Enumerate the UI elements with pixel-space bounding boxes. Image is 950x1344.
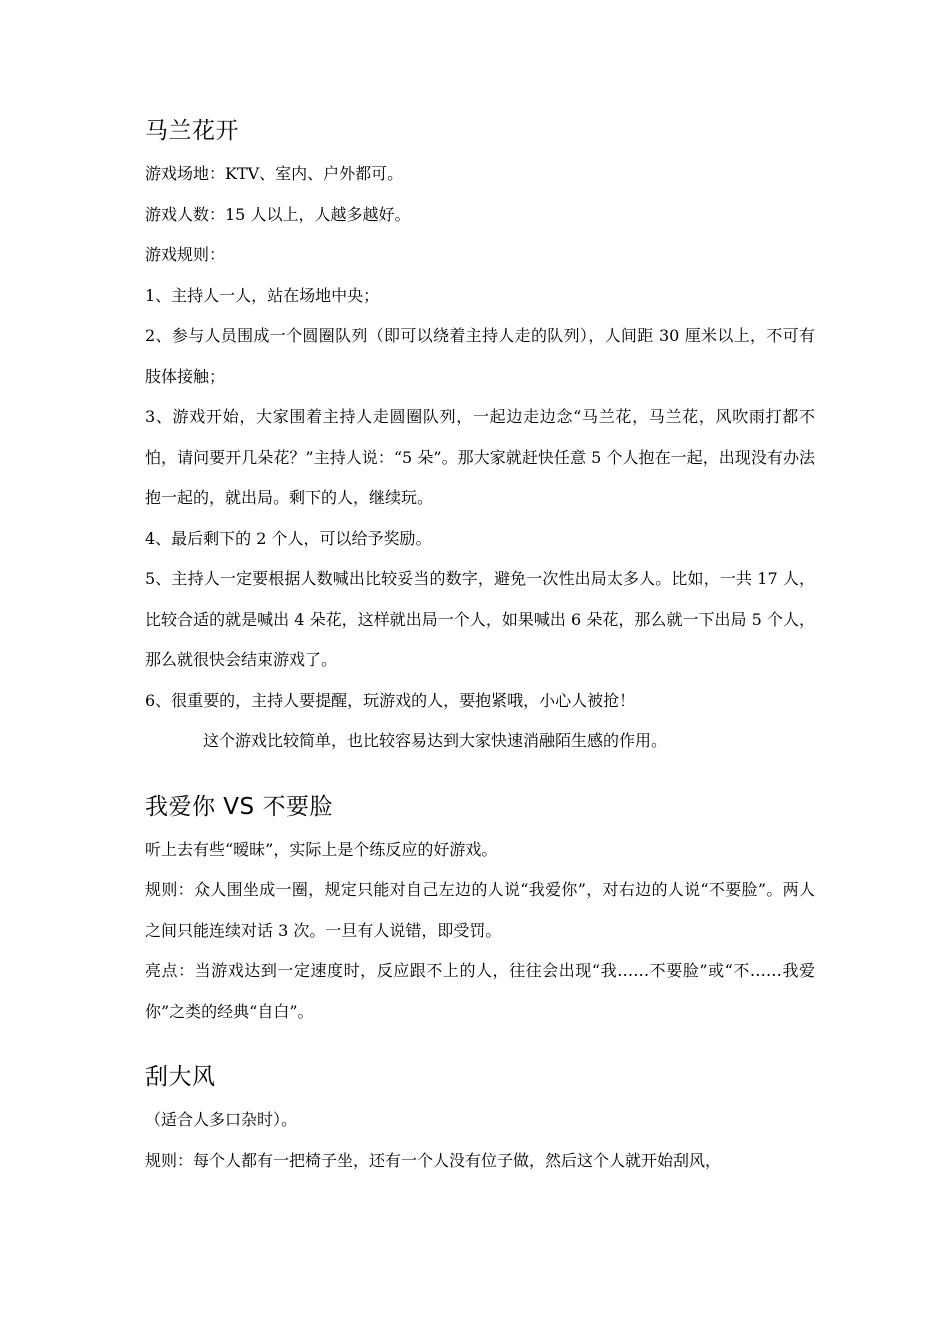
- paragraph-rule-1: 1、主持人一人，站在场地中央；: [145, 285, 380, 305]
- section-title-guadafeng: 刮大风: [145, 1064, 216, 1090]
- paragraph-intro: 听上去有些“暧昧”，实际上是个练反应的好游戏。: [145, 839, 498, 859]
- paragraph-suitable: （适合人多口杂时）。: [145, 1110, 298, 1129]
- section-title-malanhua: 马兰花开: [145, 118, 239, 144]
- spacer: [145, 762, 815, 788]
- section-title-woaini: 我爱你 VS 不要脸: [145, 793, 333, 820]
- paragraph-rule-2: 2、参与人员围成一个圆圈队列（即可以绕着主持人走的队列），人间距 30 厘米以上，不可有肢体接触；: [145, 326, 815, 386]
- paragraph-rules: 规则：每个人都有一把椅子坐，还有一个人没有位子做，然后这个人就开始刮风，: [145, 1150, 722, 1170]
- document-body: [145, 112, 815, 1181]
- paragraph-highlight: 亮点：当游戏达到一定速度时，反应跟不上的人，往往会出现“我……不要脸”或“不……我爱你”之类的经典“自白”。: [145, 961, 815, 1021]
- paragraph-players: 游戏人数：15 人以上，人越多越好。: [145, 204, 411, 224]
- spacer: [145, 1032, 815, 1058]
- paragraph-rule-6: 6、很重要的，主持人要提醒，玩游戏的人，要抱紧哦，小心人被抢！: [145, 690, 636, 710]
- paragraph-rules: 规则：众人围坐成一圈，规定只能对自己左边的人说“我爱你”，对右边的人说“不要脸”。两人之间只能连续对话 3 次。一旦有人说错，即受罚。: [145, 880, 815, 940]
- paragraph-venue: 游戏场地：KTV、室内、户外都可。: [145, 164, 404, 183]
- paragraph-rule-4: 4、最后剩下的 2 个人，可以给予奖励。: [145, 528, 432, 548]
- paragraph-rules-heading: 游戏规则：: [145, 245, 226, 264]
- paragraph-rule-5: 5、主持人一定要根据人数喊出比较妥当的数字，避免一次性出局太多人。比如，一共 17 人，比较合适的就是喊出 4 朵花，这样就出局一个人，如果喊出 6 朵花，那么就一下出局 5 个人，那么就很快会结束游戏了。: [145, 569, 815, 669]
- paragraph-summary: 这个游戏比较简单，也比较容易达到大家快速消融陌生感的作用。: [203, 731, 668, 750]
- paragraph-rule-3: 3、游戏开始，大家围着主持人走圆圈队列，一起边走边念“马兰花，马兰花，风吹雨打都不怕，请问要开几朵花？”主持人说：“5 朵”。那大家就赶快任意 5 个人抱在一起，出现没有办法抱一起的，就出局。剩下的人，继续玩。: [145, 407, 815, 507]
